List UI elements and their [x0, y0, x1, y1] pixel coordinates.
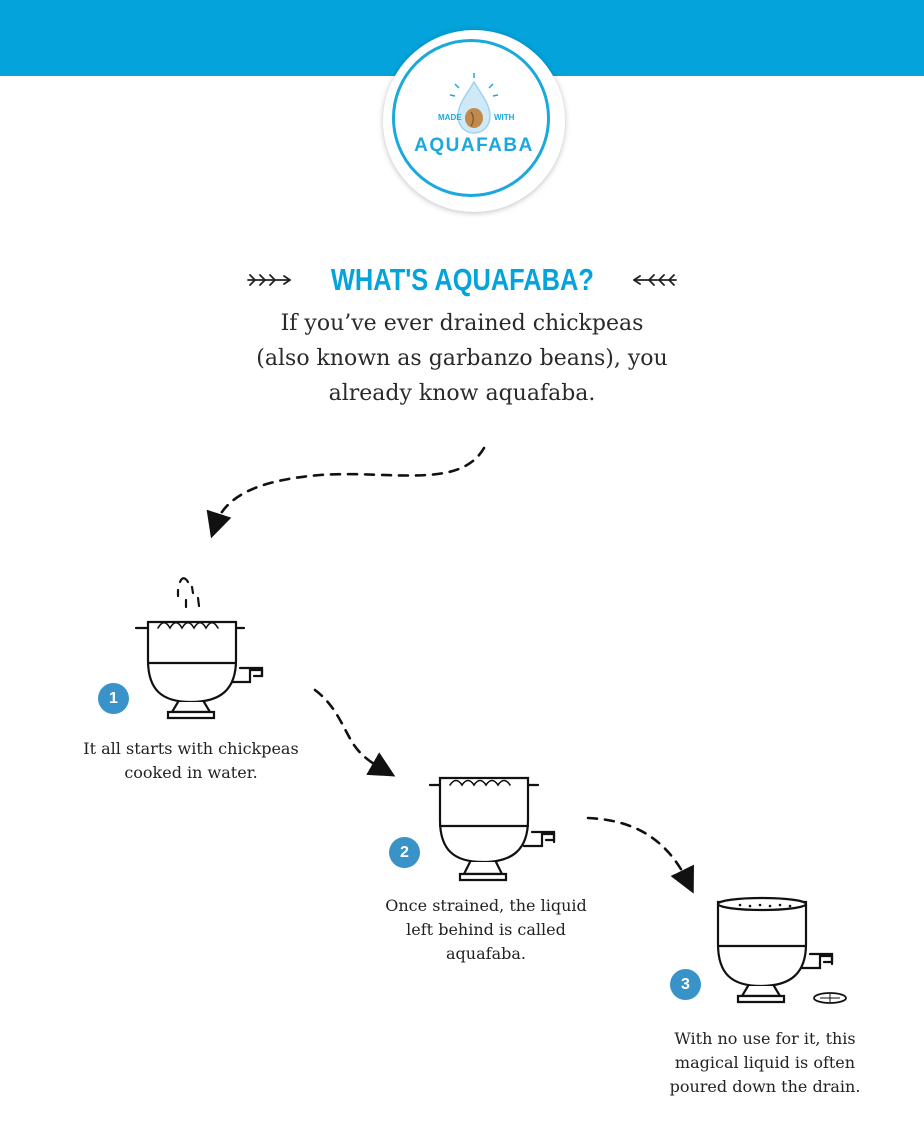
step-2-caption: [356, 894, 616, 966]
caption-line: With no use for it, this: [674, 1029, 856, 1048]
badge-made-text: MADE: [438, 113, 462, 122]
caption-line: magical liquid is often: [674, 1053, 856, 1072]
liquid-pot-icon: [718, 898, 832, 1002]
dashed-arrow-intro-to-step1: [215, 448, 484, 526]
step-1-number: 1: [98, 683, 129, 714]
step-3-number: 3: [670, 969, 701, 1000]
step-3-caption: [640, 1027, 890, 1099]
intro-line: already know aquafaba.: [328, 381, 596, 406]
step-1-caption: [60, 737, 322, 785]
badge-with-text: WITH: [494, 113, 515, 122]
caption-line: left behind is called: [406, 920, 566, 939]
dashed-arrow-step2-to-step3: [588, 818, 688, 882]
caption-line: Once strained, the liquid: [385, 896, 587, 915]
caption-line: poured down the drain.: [669, 1077, 861, 1096]
intro-line: (also known as garbanzo beans), you: [256, 346, 668, 371]
boiling-pot-icon: [136, 578, 262, 718]
intro-line: If you’ve ever drained chickpeas: [280, 311, 644, 336]
step-2-number: 2: [389, 837, 420, 868]
caption-line: It all starts with chickpeas: [83, 739, 299, 758]
section-heading: WHAT'S AQUAFABA?: [330, 262, 594, 297]
badge-brand-text: AQUAFABA: [414, 135, 534, 156]
dashed-arrow-step1-to-step2: [315, 690, 384, 770]
drain-icon: [814, 993, 846, 1003]
strainer-pot-icon: [430, 778, 554, 880]
caption-line: cooked in water.: [124, 763, 258, 782]
caption-line: aquafaba.: [446, 944, 526, 963]
